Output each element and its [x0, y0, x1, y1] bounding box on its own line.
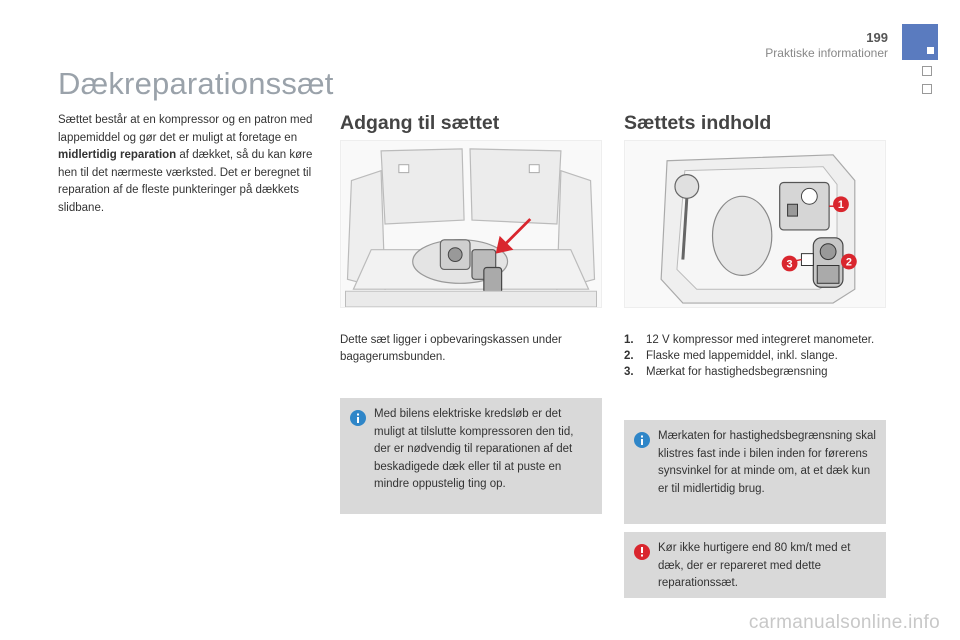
trunk-drawing — [341, 141, 601, 307]
info-icon — [634, 432, 650, 448]
page-title: Dækreparationssæt — [58, 66, 334, 101]
list-item-text: 12 V kompressor med integreret manometer. — [646, 334, 875, 346]
intro-bold: midlertidig reparation — [58, 149, 177, 161]
info-box-electric — [340, 398, 602, 514]
access-heading: Adgang til sættet — [340, 112, 500, 134]
watermark: carmanualsonline.info — [748, 612, 940, 633]
kit-drawing — [625, 141, 885, 307]
contents-heading: Sættets indhold — [624, 112, 772, 134]
list-item — [624, 332, 886, 348]
chapter-tab — [902, 24, 938, 60]
contents-list — [624, 332, 886, 380]
warning-speed-text: Kør ikke hurtigere end 80 km/t med et dæk, der er repareret med dette reparationssæt. — [658, 542, 851, 589]
info-box-sticker — [624, 420, 886, 524]
list-item-number: 2. — [624, 350, 634, 362]
intro-text — [58, 112, 320, 217]
intro-part2: af dækket, så du kan køre hen til det nærmeste værksted. Det er beregnet til reparation af de fleste punkteringer på dækkets slidbane. — [58, 149, 313, 214]
info-sticker-text: Mærkaten for hastighedsbegrænsning skal klistres fast inde i bilen inden for førerens synsvinkel for at minde om, at et dæk kun er til midlertidig brug. — [658, 430, 876, 495]
intro-part1: Sættet består at en kompressor og en patron med lappemiddel og gør det er muligt at foretage en — [58, 114, 313, 144]
chapter-tab-marker — [922, 66, 932, 76]
page-number: 199 — [866, 30, 888, 45]
callout-3: 3 — [786, 258, 793, 271]
callout-2: 2 — [845, 256, 852, 269]
info-icon — [350, 410, 366, 426]
list-item-number: 3. — [624, 366, 634, 378]
list-item — [624, 348, 886, 364]
info-electric-text: Med bilens elektriske kredsløb er det muligt at tilslutte kompressoren den tid, der er nødvendig til reparationen af det beskadigede dæk eller til at puste en mindre oppustelig ting op. — [374, 408, 574, 490]
chapter-tab-marker — [922, 84, 932, 94]
list-item — [624, 364, 886, 380]
section-label: Praktiske informationer — [765, 46, 888, 60]
warning-icon — [634, 544, 650, 560]
kit-illustration — [624, 140, 886, 308]
warning-box-speed — [624, 532, 886, 598]
list-item-text: Mærkat for hastighedsbegrænsning — [646, 366, 828, 378]
callout-1: 1 — [837, 199, 844, 212]
trunk-illustration — [340, 140, 602, 308]
list-item-text: Flaske med lappemiddel, inkl. slange. — [646, 350, 838, 362]
access-text: Dette sæt ligger i opbevaringskassen under bagagerumsbunden. — [340, 334, 562, 363]
list-item-number: 1. — [624, 334, 634, 346]
